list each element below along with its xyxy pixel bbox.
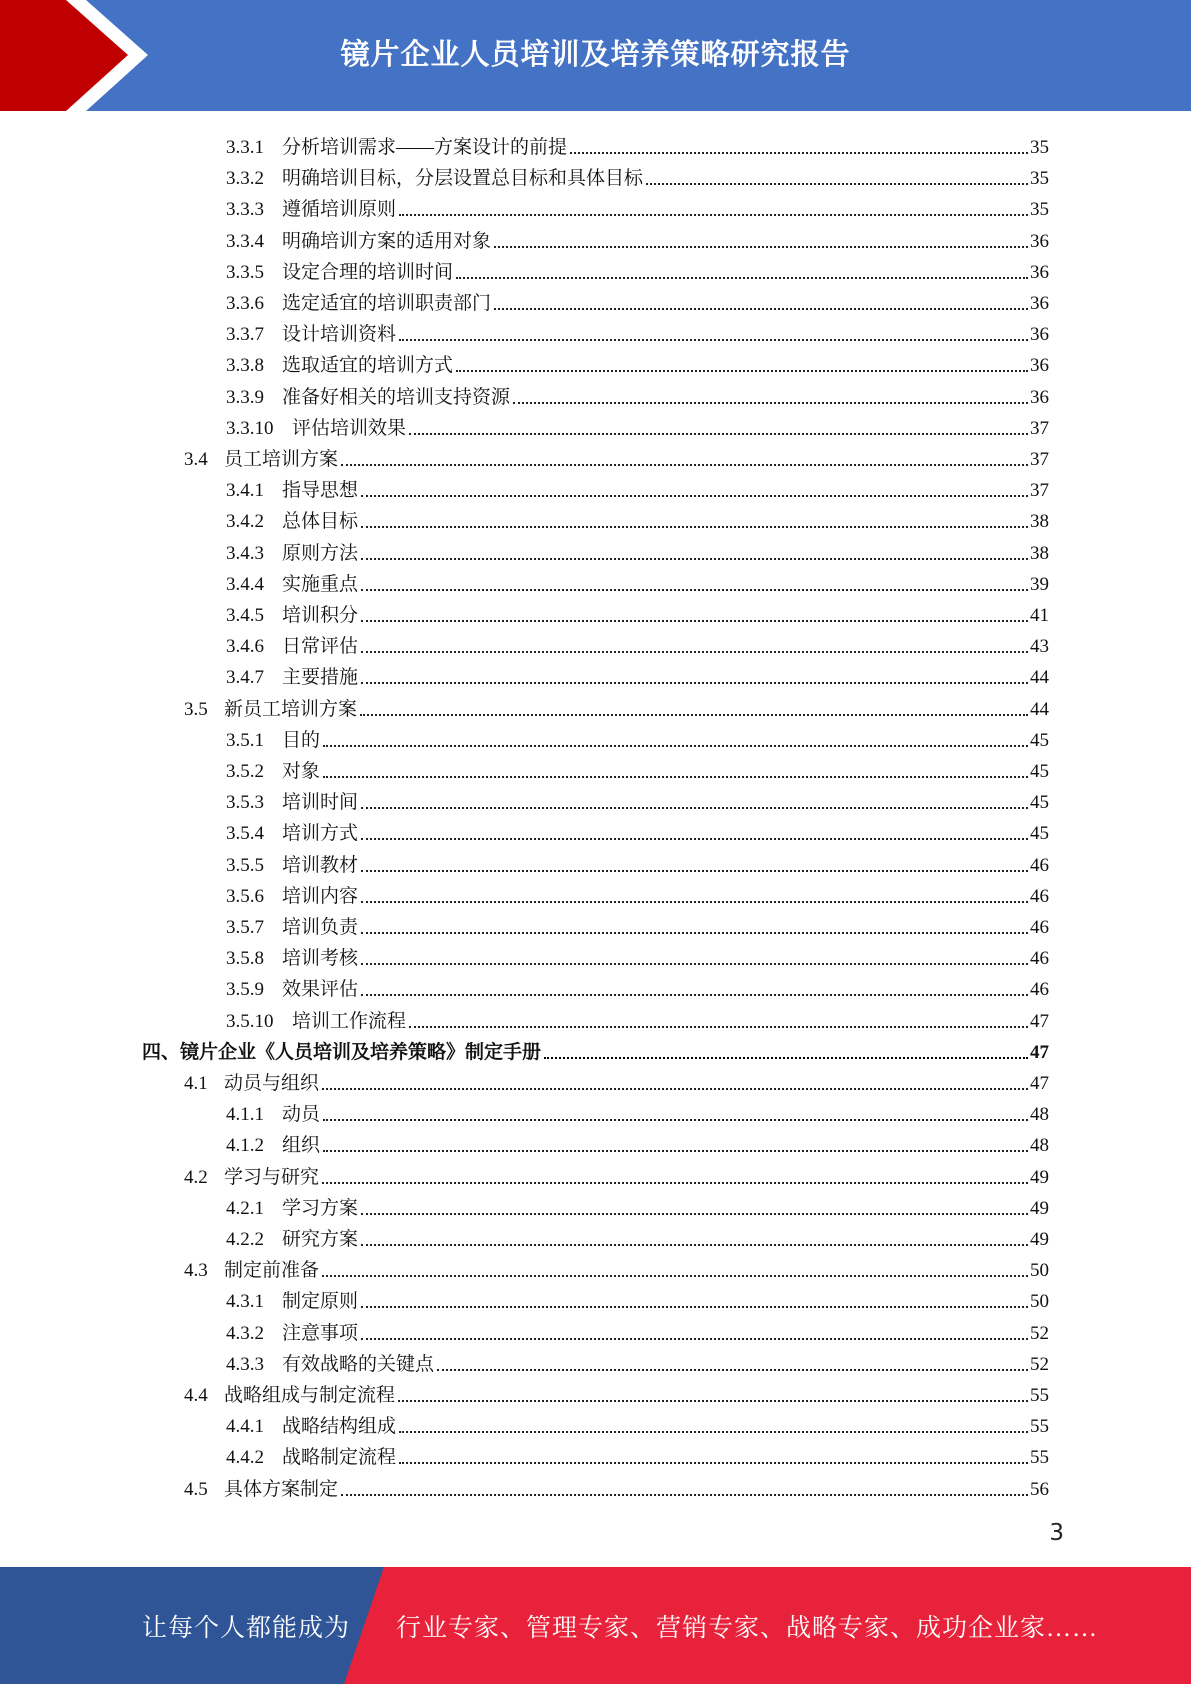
toc-entry-heading [226, 979, 358, 1001]
toc-entry-page: 35 [1030, 168, 1049, 189]
toc-entry-title: 对象 [282, 761, 321, 782]
toc-entry-page: 36 [1030, 324, 1049, 345]
toc-entry-page: 37 [1030, 418, 1049, 439]
toc-entry-page: 44 [1030, 699, 1049, 720]
toc-entry-heading [226, 355, 453, 377]
toc-entry-page: 36 [1030, 387, 1049, 408]
toc-entry-heading [226, 886, 358, 908]
toc-entry[interactable] [226, 1282, 1049, 1313]
toc-entry-page: 43 [1030, 636, 1049, 657]
toc-entry-page: 55 [1030, 1385, 1049, 1406]
toc-entry-title: 分析培训需求——方案设计的前提 [282, 137, 568, 158]
toc-entry-page: 36 [1030, 355, 1049, 376]
toc-entry-number: 3.5.1 [226, 730, 264, 751]
toc-entry-title: 员工培训方案 [224, 449, 339, 470]
toc-dot-leader [341, 464, 1028, 466]
toc-entry-title: 学习与研究 [224, 1167, 320, 1188]
toc-dot-leader [361, 901, 1028, 903]
toc-entry-heading [184, 1385, 395, 1407]
toc-entry-title: 原则方法 [282, 543, 359, 564]
toc-entry-heading [226, 1354, 434, 1376]
toc-entry[interactable] [226, 877, 1049, 908]
toc-dot-leader [322, 1182, 1028, 1184]
toc-entry-page: 37 [1030, 480, 1049, 501]
toc-entry-number: 3.3.4 [226, 231, 264, 252]
toc-entry-title: 培训内容 [282, 886, 359, 907]
toc-entry[interactable] [184, 1470, 1049, 1501]
toc-entry-heading [184, 1479, 338, 1501]
toc-entry[interactable] [226, 502, 1049, 533]
toc-entry-number: 3.5.10 [226, 1011, 274, 1032]
toc-entry-heading [226, 262, 453, 284]
toc-entry-title: 有效战略的关键点 [282, 1354, 435, 1375]
toc-entry-title: 目的 [282, 730, 321, 751]
toc-entry-heading [226, 1104, 320, 1126]
toc-entry-title: 评估培训效果 [292, 418, 407, 439]
toc-entry-number: 3.5.2 [226, 761, 264, 782]
toc-entry-heading [226, 1135, 320, 1157]
toc-entry-title: 战略制定流程 [282, 1447, 397, 1468]
toc-entry-title: 注意事项 [282, 1323, 359, 1344]
toc-entry-title: 设计培训资料 [282, 324, 397, 345]
toc-entry[interactable] [226, 908, 1049, 939]
toc-entry-number: 3.5.5 [226, 855, 264, 876]
toc-dot-leader [361, 870, 1028, 872]
toc-entry[interactable] [226, 253, 1049, 284]
toc-entry-title: 总体目标 [282, 511, 359, 532]
toc-dot-leader [570, 152, 1028, 154]
toc-entry-number: 3.5.6 [226, 886, 264, 907]
toc-entry-number: 3.4.1 [226, 480, 264, 501]
toc-entry-title: 具体方案制定 [224, 1479, 339, 1500]
toc-entry-title: 效果评估 [282, 979, 359, 1000]
toc-entry-title: 制定前准备 [224, 1260, 320, 1281]
toc-entry-number: 4.2 [184, 1167, 208, 1188]
toc-entry-number: 3.4.2 [226, 511, 264, 532]
toc-entry-heading [184, 1073, 319, 1095]
toc-entry-page: 46 [1030, 886, 1049, 907]
toc-entry-number: 3.3.10 [226, 418, 274, 439]
toc-entry-title: 明确培训方案的适用对象 [282, 231, 492, 252]
toc-dot-leader [361, 589, 1028, 591]
toc-entry-page: 55 [1030, 1447, 1049, 1468]
toc-entry-page: 49 [1030, 1167, 1049, 1188]
toc-entry-page: 46 [1030, 979, 1049, 1000]
toc-entry-heading [226, 324, 396, 346]
toc-entry-page: 35 [1030, 199, 1049, 220]
toc-entry-heading [226, 418, 406, 440]
toc-dot-leader [513, 402, 1028, 404]
toc-entry-number: 3.4.4 [226, 574, 264, 595]
footer-slogan-left: 让每个人都能成为 [142, 1614, 351, 1642]
toc-dot-leader [323, 745, 1028, 747]
toc-entry-page: 45 [1030, 730, 1049, 751]
toc-entry-page: 52 [1030, 1323, 1049, 1344]
toc-entry-page: 47 [1030, 1042, 1049, 1063]
toc-entry-number: 3.4 [184, 449, 208, 470]
toc-entry-number: 3.3.1 [226, 137, 264, 158]
toc-entry[interactable] [226, 378, 1049, 409]
toc-dot-leader [399, 1462, 1028, 1464]
toc-entry[interactable] [184, 1376, 1049, 1407]
toc-dot-leader [361, 1306, 1028, 1308]
toc-entry-title: 指导思想 [282, 480, 359, 501]
toc-dot-leader [323, 1150, 1028, 1152]
toc-dot-leader [361, 1213, 1028, 1215]
toc-entry-title: 遵循培训原则 [282, 199, 397, 220]
toc-entry-title: 培训方式 [282, 823, 359, 844]
toc-entry-number: 4.3.3 [226, 1354, 264, 1375]
toc-entry-heading [184, 449, 338, 471]
toc-entry[interactable] [226, 1407, 1049, 1438]
toc-entry-page: 39 [1030, 574, 1049, 595]
toc-entry-page: 55 [1030, 1416, 1049, 1437]
toc-entry-title: 动员与组织 [224, 1073, 320, 1094]
toc-entry-page: 46 [1030, 917, 1049, 938]
toc-entry-number: 4.2.1 [226, 1198, 264, 1219]
toc-entry-title: 选取适宜的培训方式 [282, 355, 454, 376]
toc-entry-page: 47 [1030, 1073, 1049, 1094]
toc-entry-page: 46 [1030, 948, 1049, 969]
toc-entry-page: 49 [1030, 1229, 1049, 1250]
toc-entry-page: 49 [1030, 1198, 1049, 1219]
toc-entry-title: 实施重点 [282, 574, 359, 595]
toc-entry-heading [226, 480, 358, 502]
toc-dot-leader [361, 620, 1028, 622]
toc-entry-title: 战略组成与制定流程 [224, 1385, 396, 1406]
toc-entry-title: 培训积分 [282, 605, 359, 626]
toc-entry[interactable] [226, 1345, 1049, 1376]
toc-entry-page: 52 [1030, 1354, 1049, 1375]
toc-entry-title: 学习方案 [282, 1198, 359, 1219]
toc-entry-title: 培训考核 [282, 948, 359, 969]
toc-entry-number: 3.3.8 [226, 355, 264, 376]
toc-entry-page: 48 [1030, 1135, 1049, 1156]
toc-entry-heading [226, 792, 358, 814]
toc-entry-heading [184, 1260, 319, 1282]
toc-entry-heading [226, 387, 510, 409]
toc-entry-heading [226, 137, 567, 159]
toc-entry-heading [226, 1323, 358, 1345]
toc-dot-leader [399, 339, 1028, 341]
toc-entry[interactable] [226, 939, 1049, 970]
toc-entry-heading [226, 1291, 358, 1313]
toc-entry[interactable] [226, 1095, 1049, 1126]
toc-entry-heading [226, 168, 643, 190]
toc-dot-leader [322, 1275, 1028, 1277]
toc-entry-number: 3.3.9 [226, 387, 264, 408]
toc-entry[interactable] [226, 284, 1049, 315]
toc-entry-number: 3.3.5 [226, 262, 264, 283]
toc-entry-number: 4.3 [184, 1260, 208, 1281]
toc-entry-number: 3.5.3 [226, 792, 264, 813]
toc-entry-number: 4.4 [184, 1385, 208, 1406]
toc-entry-heading [184, 1167, 319, 1189]
toc-entry-page: 36 [1030, 293, 1049, 314]
toc-entry-number: 3.3.7 [226, 324, 264, 345]
toc-entry[interactable] [226, 721, 1049, 752]
toc-entry-page: 48 [1030, 1104, 1049, 1125]
report-title: 镜片企业人员培训及培养策略研究报告 [340, 36, 851, 71]
toc-entry[interactable] [226, 1314, 1049, 1345]
toc-entry-number: 4.3.2 [226, 1323, 264, 1344]
toc-entry-page: 35 [1030, 137, 1049, 158]
toc-dot-leader [341, 1494, 1028, 1496]
toc-entry[interactable] [226, 970, 1049, 1001]
toc-entry-page: 37 [1030, 449, 1049, 470]
toc-entry-title: 动员 [282, 1104, 321, 1125]
toc-dot-leader [361, 495, 1028, 497]
toc-dot-leader [361, 994, 1028, 996]
toc-dot-leader [361, 932, 1028, 934]
toc-entry-number: 4.2.2 [226, 1229, 264, 1250]
toc-dot-leader [361, 963, 1028, 965]
toc-entry-heading [226, 823, 358, 845]
toc-entry-number: 3.5.8 [226, 948, 264, 969]
toc-dot-leader [361, 651, 1028, 653]
toc-dot-leader [361, 682, 1028, 684]
toc-dot-leader [361, 1338, 1028, 1340]
toc-entry-number: 3.4.5 [226, 605, 264, 626]
toc-entry-title: 战略结构组成 [282, 1416, 397, 1437]
toc-entry-page: 56 [1030, 1479, 1049, 1500]
toc-dot-leader [399, 214, 1028, 216]
toc-entry-title: 研究方案 [282, 1229, 359, 1250]
toc-entry-page: 50 [1030, 1260, 1049, 1281]
toc-entry-heading [226, 730, 320, 752]
toc-entry-title: 组织 [282, 1135, 321, 1156]
toc-entry[interactable] [226, 315, 1049, 346]
toc-entry-heading [226, 543, 358, 565]
toc-entry-heading [226, 605, 358, 627]
toc-entry-page: 44 [1030, 667, 1049, 688]
toc-entry-heading [226, 917, 358, 939]
toc-dot-leader [646, 183, 1028, 185]
toc-entry[interactable] [226, 222, 1049, 253]
toc-entry-heading [226, 574, 358, 596]
toc-dot-leader [494, 308, 1028, 310]
toc-entry-number: 4.5 [184, 1479, 208, 1500]
toc-entry-number: 3.4.6 [226, 636, 264, 657]
toc-entry-heading [226, 855, 358, 877]
toc-entry-number: 3.3.3 [226, 199, 264, 220]
toc-entry[interactable] [226, 128, 1049, 159]
toc-dot-leader [361, 838, 1028, 840]
toc-entry-page: 38 [1030, 543, 1049, 564]
toc-entry[interactable] [226, 471, 1049, 502]
toc-entry-title: 制定原则 [282, 1291, 359, 1312]
toc-entry[interactable] [226, 814, 1049, 845]
toc-entry-title: 准备好相关的培训支持资源 [282, 387, 511, 408]
toc-entry-page: 47 [1030, 1011, 1049, 1032]
toc-entry[interactable] [226, 534, 1049, 565]
toc-entry[interactable] [226, 159, 1049, 190]
toc-entry-number: 4.3.1 [226, 1291, 264, 1312]
toc-dot-leader [322, 1088, 1028, 1090]
toc-entry-number: 4.1.2 [226, 1135, 264, 1156]
toc-entry[interactable] [226, 565, 1049, 596]
toc-entry-number: 3.5.7 [226, 917, 264, 938]
toc-entry-number: 3.5.9 [226, 979, 264, 1000]
toc-entry[interactable] [226, 752, 1049, 783]
toc-entry-title: 日常评估 [282, 636, 359, 657]
toc-entry-title: 主要措施 [282, 667, 359, 688]
toc-entry-page: 38 [1030, 511, 1049, 532]
toc-entry-heading [226, 1229, 358, 1251]
toc-entry[interactable] [226, 409, 1049, 440]
toc-entry[interactable] [226, 627, 1049, 658]
toc-dot-leader [409, 1026, 1028, 1028]
toc-dot-leader [361, 558, 1028, 560]
toc-entry-number: 4.4.2 [226, 1447, 264, 1468]
toc-entry[interactable] [226, 596, 1049, 627]
toc-entry-title: 培训负责 [282, 917, 359, 938]
toc-entry-title: 新员工培训方案 [224, 699, 358, 720]
toc-entry-title: 设定合理的培训时间 [282, 262, 454, 283]
toc-entry-number: 3.3.6 [226, 293, 264, 314]
toc-entry-page: 41 [1030, 605, 1049, 626]
toc-entry[interactable] [226, 1126, 1049, 1157]
toc-entry[interactable] [142, 1033, 1049, 1064]
toc-entry-number: 4.1.1 [226, 1104, 264, 1125]
toc-entry-heading [226, 1198, 358, 1220]
page-footer [0, 1567, 1191, 1684]
toc-entry-heading [226, 636, 358, 658]
toc-entry-number: 3.4.7 [226, 667, 264, 688]
toc-entry[interactable] [226, 1002, 1049, 1033]
toc-entry-title: 镜片企业《人员培训及培养策略》制定手册 [180, 1042, 542, 1063]
toc-entry[interactable] [226, 1189, 1049, 1220]
toc-entry-heading [226, 1447, 396, 1469]
toc-entry-heading [226, 1011, 406, 1033]
toc-dot-leader [361, 1244, 1028, 1246]
toc-entry-heading [226, 231, 491, 253]
toc-dot-leader [360, 714, 1028, 716]
toc-entry-page: 36 [1030, 262, 1049, 283]
toc-entry[interactable] [226, 1438, 1049, 1469]
toc-dot-leader [437, 1369, 1028, 1371]
toc-entry-page: 45 [1030, 761, 1049, 782]
toc-entry-number: 3.4.3 [226, 543, 264, 564]
toc-entry-page: 45 [1030, 823, 1049, 844]
toc-entry[interactable] [184, 1064, 1049, 1095]
toc-entry-heading [226, 1416, 396, 1438]
toc-entry-heading [184, 699, 357, 721]
page-number: 3 [1049, 1520, 1064, 1546]
toc-dot-leader [398, 1400, 1028, 1402]
toc-dot-leader [361, 807, 1028, 809]
toc-dot-leader [456, 370, 1028, 372]
toc-entry[interactable] [226, 346, 1049, 377]
toc-dot-leader [456, 277, 1028, 279]
toc-entry-heading [226, 293, 491, 315]
page-header [0, 0, 1191, 111]
toc-entry-number: 3.5 [184, 699, 208, 720]
toc-entry-title: 培训时间 [282, 792, 359, 813]
toc-entry-title: 明确培训目标，分层设置总目标和具体目标 [282, 168, 644, 189]
toc-dot-leader [361, 526, 1028, 528]
toc-entry-number: 4.4.1 [226, 1416, 264, 1437]
toc-entry[interactable] [184, 1251, 1049, 1282]
toc-entry-page: 36 [1030, 231, 1049, 252]
toc-dot-leader [399, 1431, 1028, 1433]
toc-dot-leader [409, 433, 1028, 435]
toc-entry[interactable] [226, 1220, 1049, 1251]
toc-entry-heading [226, 948, 358, 970]
toc-entry-number: 3.5.4 [226, 823, 264, 844]
toc-entry[interactable] [226, 783, 1049, 814]
toc-entry-number: 4.1 [184, 1073, 208, 1094]
toc-entry-heading [226, 199, 396, 221]
toc-entry-heading [226, 511, 358, 533]
toc-entry-page: 46 [1030, 855, 1049, 876]
toc-entry-title: 选定适宜的培训职责部门 [282, 293, 492, 314]
toc-entry[interactable] [226, 658, 1049, 689]
toc-entry-title: 培训工作流程 [292, 1011, 407, 1032]
toc-entry-number: 3.3.2 [226, 168, 264, 189]
toc-dot-leader [494, 246, 1028, 248]
toc-entry[interactable] [226, 190, 1049, 221]
toc-entry-number: 四、 [142, 1042, 181, 1063]
toc-entry-page: 45 [1030, 792, 1049, 813]
toc-entry[interactable] [184, 690, 1049, 721]
toc-entry-heading [226, 667, 358, 689]
toc-entry-title: 培训教材 [282, 855, 359, 876]
toc-dot-leader [544, 1057, 1028, 1059]
toc-entry[interactable] [226, 846, 1049, 877]
toc-entry[interactable] [184, 1158, 1049, 1189]
toc-entry-heading [226, 761, 320, 783]
toc-entry-heading [142, 1042, 541, 1064]
toc-entry[interactable] [184, 440, 1049, 471]
footer-slogan-right: 行业专家、管理专家、营销专家、战略专家、成功企业家…… [396, 1614, 1099, 1642]
toc-dot-leader [323, 1119, 1028, 1121]
toc-dot-leader [323, 776, 1028, 778]
toc-entry-page: 50 [1030, 1291, 1049, 1312]
